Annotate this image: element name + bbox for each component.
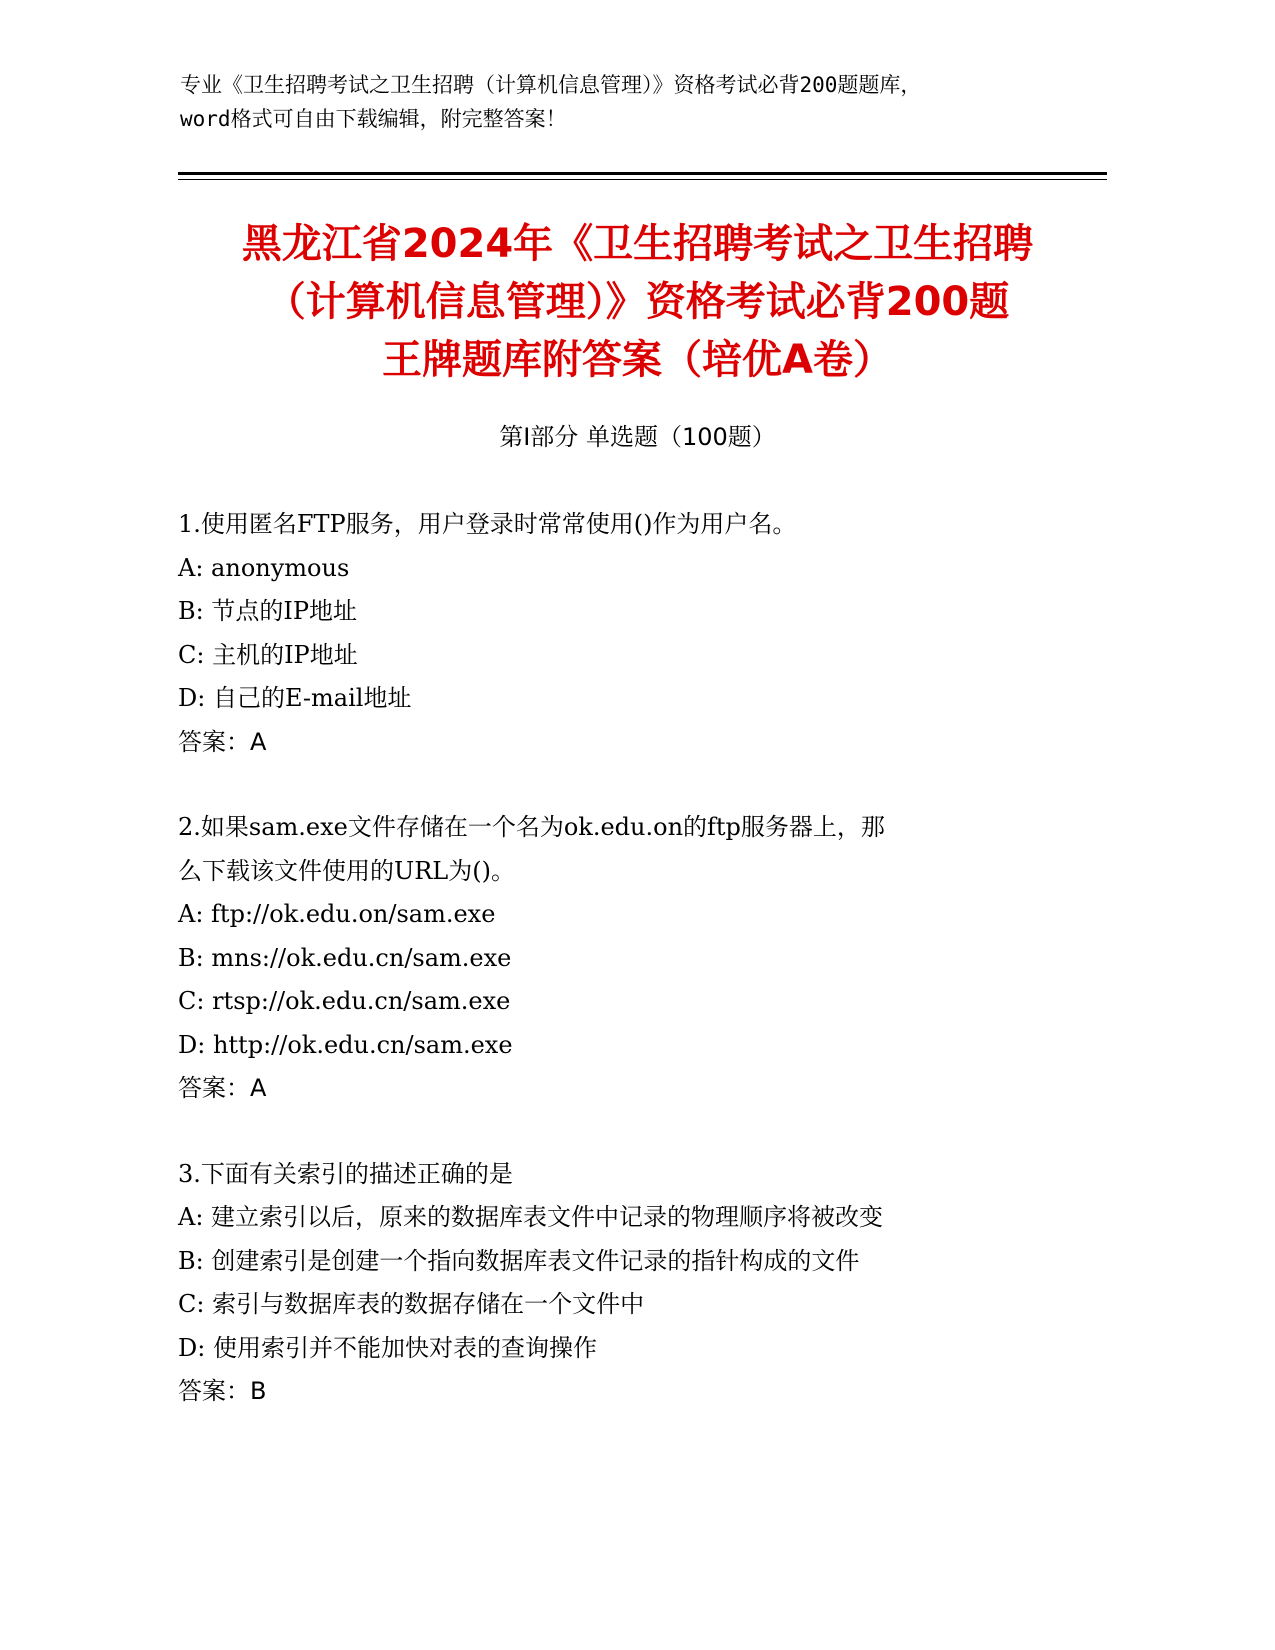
option-c: C: 主机的IP地址 — [178, 640, 358, 669]
title-line-1: 黑龙江省2024年《卫生招聘考试之卫生招聘 — [241, 221, 1034, 267]
question-2 — [178, 806, 1138, 1111]
option-c: C: rtsp://ok.edu.cn/sam.exe — [178, 987, 511, 1015]
option-b: B: mns://ok.edu.cn/sam.exe — [178, 943, 512, 972]
option-a: A: anonymous — [178, 553, 350, 582]
question-stem: 1.使用匿名FTP服务，用户登录时常常使用()作为用户名。 — [178, 510, 797, 538]
option-a: A: ftp://ok.edu.on/sam.exe — [178, 900, 496, 928]
option-b: B: 创建索引是创建一个指向数据库表文件记录的指针构成的文件 — [178, 1246, 860, 1275]
title-line-3: 王牌题库附答案（培优A卷） — [382, 337, 893, 383]
answer: 答案：A — [178, 1074, 267, 1102]
header-divider-thick — [178, 172, 1107, 175]
header-note-line-2: word格式可自由下载编辑，附完整答案！ — [180, 107, 567, 131]
header-divider-thin — [178, 179, 1107, 180]
option-d: D: 使用索引并不能加快对表的查询操作 — [178, 1333, 597, 1362]
question-stem: 3.下面有关索引的描述正确的是 — [178, 1159, 513, 1188]
option-d: D: http://ok.edu.cn/sam.exe — [178, 1030, 513, 1059]
title-line-2: （计算机信息管理）》资格考试必背200题 — [265, 279, 1010, 325]
option-a: A: 建立索引以后，原来的数据库表文件中记录的物理顺序将被改变 — [178, 1203, 884, 1231]
header-note — [180, 68, 1120, 136]
question-stem: 2.如果sam.exe文件存储在一个名为ok.edu.on的ftp服务器上，那 — [178, 813, 885, 841]
header-note-line-1: 专业《卫生招聘考试之卫生招聘（计算机信息管理）》资格考试必背200题题库， — [180, 73, 922, 97]
option-d: D: 自己的E-mail地址 — [178, 684, 412, 712]
question-list — [178, 503, 1138, 1456]
section-heading: 第Ⅰ部分 单选题（100题） — [499, 423, 776, 451]
answer: 答案：B — [178, 1377, 267, 1405]
question-stem-continued: 么下载该文件使用的URL为()。 — [178, 856, 515, 885]
option-b: B: 节点的IP地址 — [178, 597, 357, 625]
question-1 — [178, 503, 1138, 764]
document-title — [150, 215, 1125, 389]
question-3 — [178, 1153, 1138, 1414]
option-c: C: 索引与数据库表的数据存储在一个文件中 — [178, 1290, 645, 1318]
answer: 答案：A — [178, 727, 267, 756]
